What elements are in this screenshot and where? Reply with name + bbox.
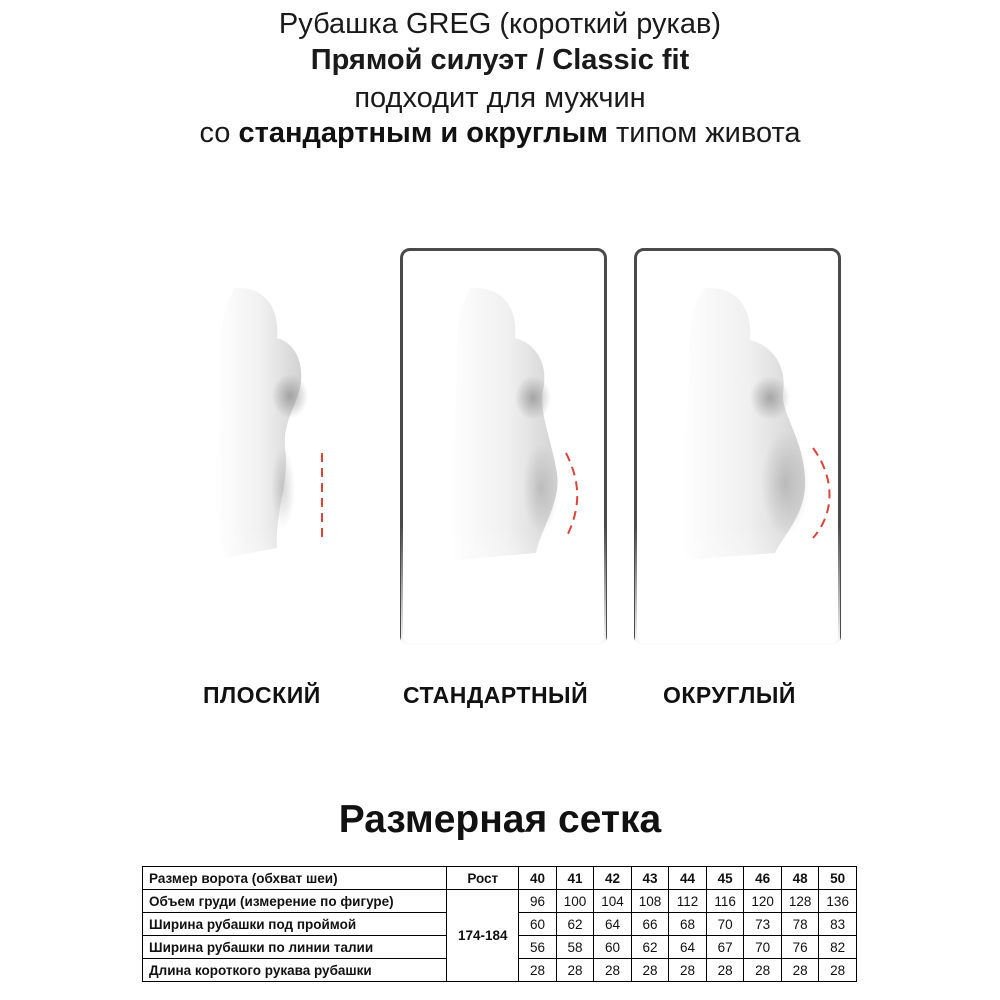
table-cell: 67 [706, 936, 744, 959]
table-row [143, 890, 857, 913]
table-cell: 28 [669, 959, 707, 982]
table-cell: 70 [706, 913, 744, 936]
torso-flat-illustration [165, 248, 370, 646]
fit-type: Прямой силуэт / Classic fit [310, 44, 690, 76]
table-cell: 28 [819, 959, 857, 982]
label-standard: СТАНДАРТНЫЙ [403, 682, 589, 708]
table-cell: 116 [706, 890, 744, 913]
table-cell: 120 [744, 890, 782, 913]
collar-size: 48 [781, 867, 819, 890]
table-cell: 58 [556, 936, 594, 959]
table-cell: 66 [631, 913, 669, 936]
table-cell: 83 [819, 913, 857, 936]
table-cell: 28 [519, 959, 557, 982]
torso-round-illustration [635, 248, 840, 646]
label-flat: ПЛОСКИЙ [203, 682, 321, 708]
table-cell: 64 [669, 936, 707, 959]
collar-size: 43 [631, 867, 669, 890]
table-cell: 64 [594, 913, 632, 936]
collar-size: 45 [706, 867, 744, 890]
table-cell: 28 [706, 959, 744, 982]
table-cell: 28 [744, 959, 782, 982]
table-cell: 60 [594, 936, 632, 959]
collar-size: 40 [519, 867, 557, 890]
table-cell: 100 [556, 890, 594, 913]
table-cell: 62 [556, 913, 594, 936]
row-label: Длина короткого рукава рубашки [143, 959, 447, 982]
table-cell: 96 [519, 890, 557, 913]
table-cell: 73 [744, 913, 782, 936]
size-chart-table [142, 866, 857, 982]
table-cell: 28 [631, 959, 669, 982]
torso-standard-illustration [401, 248, 606, 646]
table-cell: 76 [781, 936, 819, 959]
size-chart-title: Размерная сетка [338, 798, 662, 841]
table-row [143, 867, 857, 890]
table-cell: 128 [781, 890, 819, 913]
collar-size: 44 [669, 867, 707, 890]
table-cell: 62 [631, 936, 669, 959]
row-label: Ширина рубашки под проймой [143, 913, 447, 936]
table-cell: 60 [519, 913, 557, 936]
label-round: ОКРУГЛЫЙ [663, 682, 796, 708]
table-cell: 136 [819, 890, 857, 913]
table-cell: 28 [594, 959, 632, 982]
collar-size: 42 [594, 867, 632, 890]
table-cell: 108 [631, 890, 669, 913]
table-cell: 82 [819, 936, 857, 959]
table-cell: 56 [519, 936, 557, 959]
collar-size: 46 [744, 867, 782, 890]
row-label: Ширина рубашки по линии талии [143, 936, 447, 959]
table-cell: 68 [669, 913, 707, 936]
height-value: 174-184 [447, 890, 519, 982]
table-cell: 28 [556, 959, 594, 982]
table-cell: 28 [781, 959, 819, 982]
fit-description: подходит для мужчин [354, 82, 646, 114]
height-header: Рост [447, 867, 519, 890]
table-cell: 78 [781, 913, 819, 936]
table-cell: 70 [744, 936, 782, 959]
table-cell: 104 [594, 890, 632, 913]
product-name: Рубашка GREG (короткий рукав) [278, 8, 722, 40]
collar-size: 50 [819, 867, 857, 890]
collar-label: Размер ворота (обхват шеи) [143, 867, 447, 890]
collar-size: 41 [556, 867, 594, 890]
fit-belly-types-emphasis: стандартным и округлым [238, 117, 608, 149]
table-cell: 112 [669, 890, 707, 913]
row-label: Объем груди (измерение по фигуре) [143, 890, 447, 913]
fit-belly-types: со стандартным и округлым типом живота [199, 117, 801, 149]
